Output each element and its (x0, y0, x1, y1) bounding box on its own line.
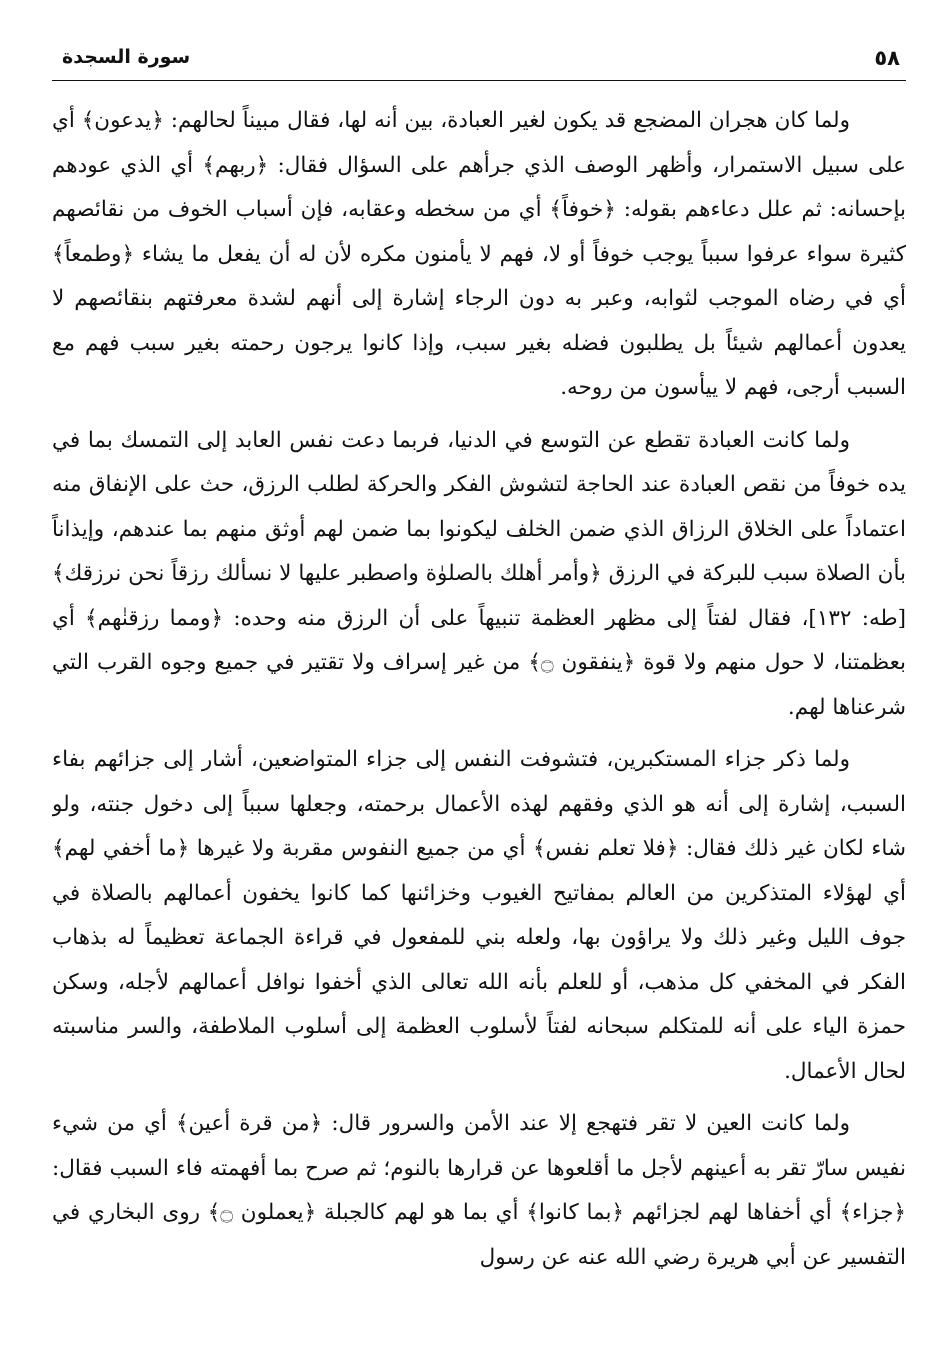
paragraph-4: ولما كانت العين لا تقر فتهجع إلا عند الأمن والسرور قال: ﴿من قرة أعين﴾ أي من شيء نفيس سارّ تقر به أعينهم لأجل ما أقلعوها عن قرارها بالنوم؛ ثم صرح بما أفهمته فاء السبب فقال: ﴿جزاء﴾ أي أخفاها لهم لجزائهم ﴿بما كانوا﴾ أي بما هو لهم كالجبلة ﴿يعملون ۝﴾ روى البخاري في التفسير عن أبي هريرة رضي الله عنه عن رسول (52, 1111, 906, 1270)
body-text (52, 99, 906, 1280)
page-number: ٥٨ (874, 46, 900, 70)
book-page (52, 36, 906, 1326)
running-title: سورة السجدة (62, 46, 191, 68)
page-header (52, 36, 906, 81)
paragraph-2: ولما كانت العبادة تقطع عن التوسع في الدنيا، فربما دعت نفس العابد إلى التمسك بما في يده خوفاً من نقص العبادة عند الحاجة لتشوش الفكر والحركة لطلب الرزق، حث على الإنفاق منه اعتماداً على الخلاق الرزاق الذي ضمن الخلف ليكونوا بما ضمن لهم أوثق منهم بما عندهم، وإيذاناً بأن الصلاة سبب للبركة في الرزق ﴿وأمر أهلك بالصلوٰة واصطبر عليها لا نسألك رزقاً نحن نرزقك﴾ [طه: ١٣٢]، فقال لفتاً إلى مظهر العظمة تنبيهاً على أن الرزق منه وحده: ﴿ومما رزقنٰهم﴾ أي بعظمتنا، لا حول منهم ولا قوة ﴿ينفقون ۝﴾ من غير إسراف ولا تقتير في جميع وجوه القرب التي شرعناها لهم. (52, 427, 906, 720)
paragraph-1: ولما كان هجران المضجع قد يكون لغير العبادة، بين أنه لها، فقال مبيناً لحالهم: ﴿يدعون﴾ أي على سبيل الاستمرار، وأظهر الوصف الذي جرأهم على السؤال فقال: ﴿ربهم﴾ أي الذي عودهم بإحسانه: ثم علل دعاءهم بقوله: ﴿خوفاً﴾ أي من سخطه وعقابه، فإن أسباب الخوف من نقائصهم كثيرة سواء عرفوا سبباً يوجب خوفاً أو لا، فهم لا يأمنون مكره لأن له أن يفعل ما يشاء ﴿وطمعاً﴾ أي في رضاه الموجب لثوابه، وعبر به دون الرجاء إشارة إلى أنهم لشدة معرفتهم بنقائصهم لا يعدون أعمالهم شيئاً بل يطلبون فضله بغير سبب، وإذا كانوا يرجون رحمته بغير سبب فهم مع السبب أرجى، فهم لا ييأسون من روحه. (52, 108, 906, 400)
paragraph-3: ولما ذكر جزاء المستكبرين، فتشوفت النفس إلى جزاء المتواضعين، أشار إلى جزائهم بفاء السبب، إشارة إلى أنه هو الذي وفقهم لهذه الأعمال برحمته، وجعلها سبباً إلى دخول جنته، ولو شاء لكان غير ذلك فقال: ﴿فلا تعلم نفس﴾ أي من جميع النفوس مقربة ولا غيرها ﴿ما أخفي لهم﴾ أي لهؤلاء المتذكرين من العالم بمفاتيح الغيوب وخزائنها كما كانوا يخفون أعمالهم بالصلاة في جوف الليل وغير ذلك ولا يراؤون بها، ولعله بني للمفعول في قراءة الجماعة تعظيماً له بذهاب الفكر في المخفي كل مذهب، أو للعلم بأنه الله تعالى الذي أخفوا نوافل أعمالهم لأجله، وسكن حمزة الياء على أنه للمتكلم سبحانه لفتاً لأسلوب العظمة إلى أسلوب الملاطفة، والسر مناسبته لحال الأعمال. (52, 747, 906, 1084)
